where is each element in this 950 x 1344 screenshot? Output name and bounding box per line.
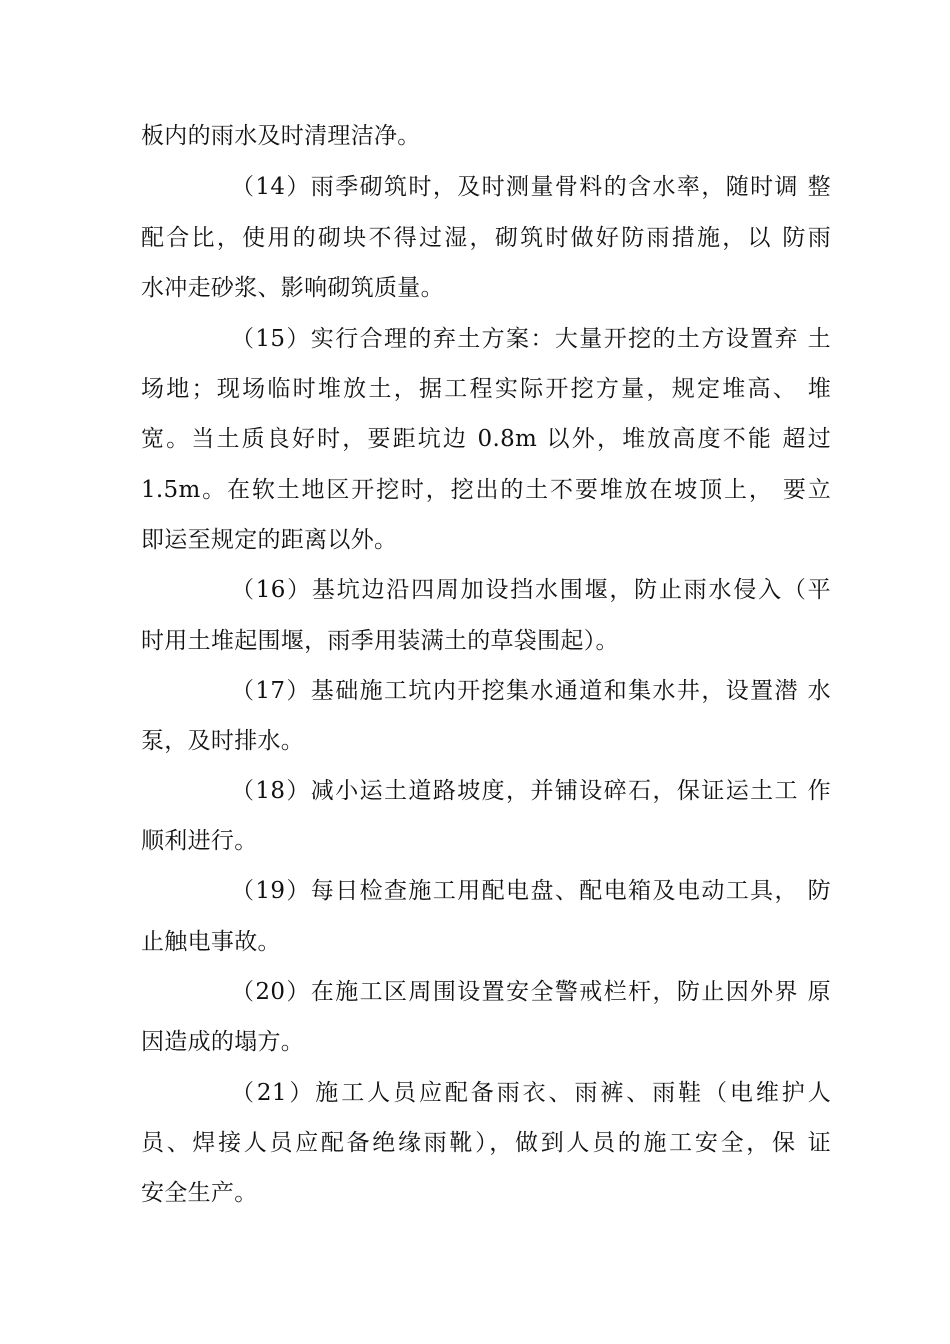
text-line: 止触电事故。 <box>141 929 281 955</box>
text-line: 顺利进行。 <box>141 828 258 854</box>
text-line: 安全生产。 <box>141 1180 258 1206</box>
paragraph-19-line: （19）每日检查施工用配电盘、配电箱及电动工具， 防 <box>231 878 831 904</box>
text-line: 时用土堆起围堰，雨季用装满土的草袋围起）。 <box>141 628 619 654</box>
text-line: 配合比，使用的砌块不得过湿，砌筑时做好防雨措施，以 防雨 <box>141 225 831 251</box>
text-line: 板内的雨水及时清理洁净。 <box>141 123 421 149</box>
paragraph-21-line: （21）施工人员应配备雨衣、雨裤、雨鞋（电维护人 <box>231 1080 831 1106</box>
text-line: 1.5m。在软土地区开挖时，挖出的土不要堆放在坡顶上， 要立 <box>141 477 831 503</box>
text-line: 员、焊接人员应配备绝缘雨靴），做到人员的施工安全，保 证 <box>141 1130 831 1156</box>
paragraph-16-line: （16）基坑边沿四周加设挡水围堰，防止雨水侵入（平 <box>231 577 831 603</box>
paragraph-20-line: （20）在施工区周围设置安全警戒栏杆，防止因外界 原 <box>231 979 831 1005</box>
text-line: 因造成的塌方。 <box>141 1029 305 1055</box>
text-line: 即运至规定的距离以外。 <box>141 527 398 553</box>
paragraph-15-line: （15）实行合理的弃土方案：大量开挖的土方设置弃 土 <box>231 326 831 352</box>
paragraph-17-line: （17）基础施工坑内开挖集水通道和集水井，设置潜 水 <box>231 678 831 704</box>
text-line: 泵，及时排水。 <box>141 728 305 754</box>
text-line: 场地；现场临时堆放土，据工程实际开挖方量，规定堆高、 堆 <box>141 376 831 402</box>
text-line: 宽。当土质良好时，要距坑边 0.8m 以外，堆放高度不能 超过 <box>141 426 831 452</box>
paragraph-14-line: （14）雨季砌筑时，及时测量骨料的含水率，随时调 整 <box>231 174 831 200</box>
text-line: 水冲走砂浆、影响砌筑质量。 <box>141 275 444 301</box>
paragraph-18-line: （18）减小运土道路坡度，并铺设碎石，保证运土工 作 <box>231 778 831 804</box>
